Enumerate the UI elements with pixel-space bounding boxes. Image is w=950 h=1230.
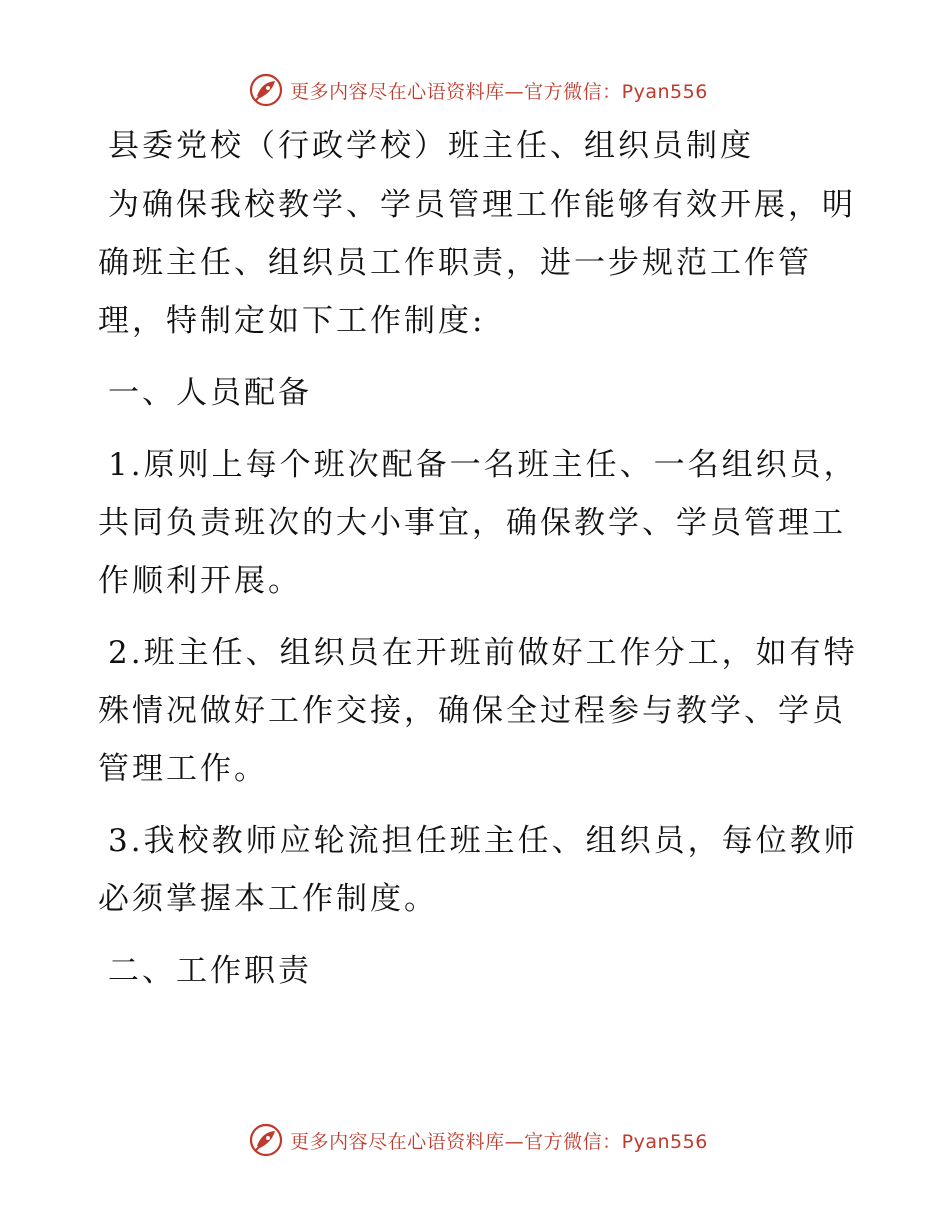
footer-watermark-inner <box>248 1122 708 1158</box>
list-item: 2.班主任、组织员在开班前做好工作分工，如有特殊情况做好工作交接，确保全过程参与教学、学员管理工作。 <box>98 635 858 787</box>
wechat-id: Pyan556 <box>621 80 708 103</box>
document-title: 县委党校（行政学校）班主任、组织员制度 <box>108 128 754 164</box>
list-item: 1.原则上每个班次配备一名班主任、一名组织员，共同负责班次的大小事宜，确保教学、学员管理工作顺利开展。 <box>98 447 858 599</box>
section-heading-staffing: 一、人员配备 <box>108 375 312 411</box>
section-heading-duties: 二、工作职责 <box>108 953 312 989</box>
pen-nib-logo-icon <box>248 72 284 108</box>
watermark-text: 更多内容尽在心语资料库—官方微信：Pyan556 <box>290 1130 708 1153</box>
watermark-text: 更多内容尽在心语资料库—官方微信：Pyan556 <box>290 80 708 103</box>
document-body <box>98 118 858 1014</box>
intro-paragraph: 为确保我校教学、学员管理工作能够有效开展，明确班主任、组织员工作职责，进一步规范工作管理，特制定如下工作制度: <box>98 187 856 339</box>
footer-watermark-banner <box>0 1118 950 1162</box>
pen-nib-logo-icon <box>248 1122 284 1158</box>
wechat-id: Pyan556 <box>621 1130 708 1153</box>
list-item: 3.我校教师应轮流担任班主任、组织员，每位教师必须掌握本工作制度。 <box>98 823 858 917</box>
header-watermark-inner <box>248 72 708 108</box>
header-watermark-banner <box>0 68 950 112</box>
